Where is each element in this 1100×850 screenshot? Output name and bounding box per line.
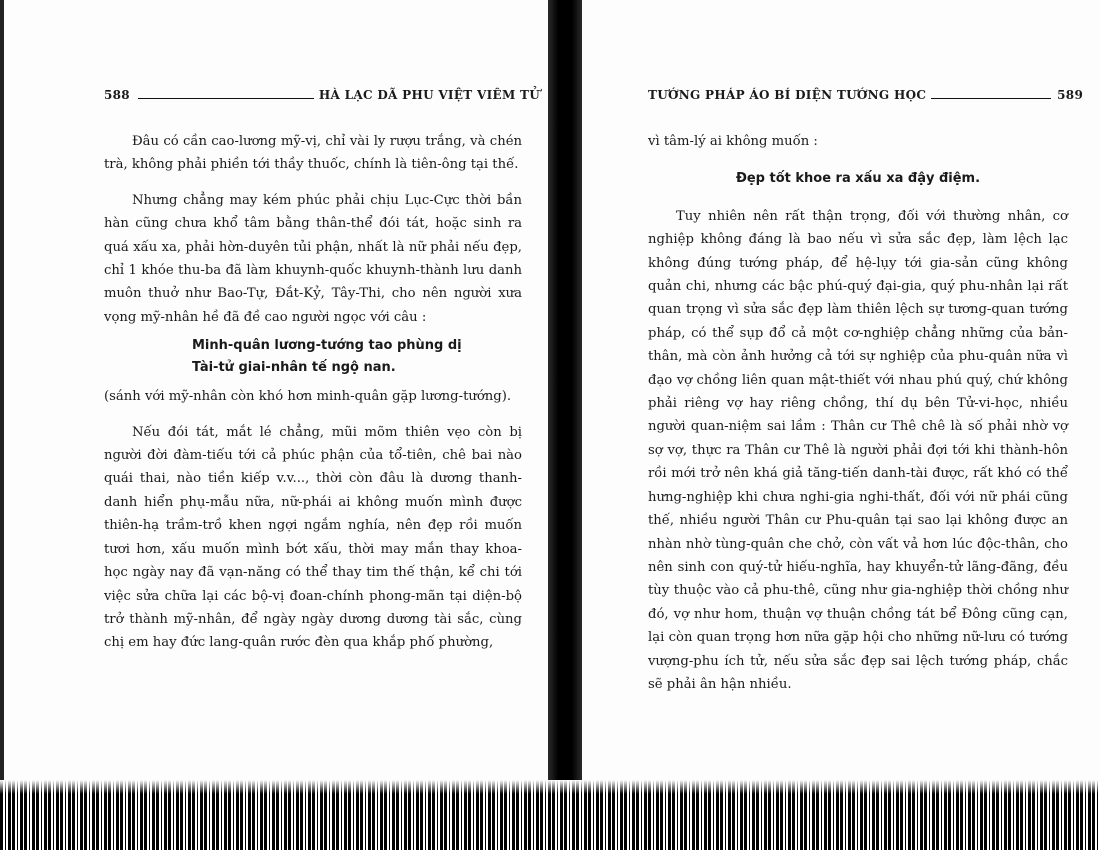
paragraph: Tuy nhiên nên rất thận trọng, đối với thường nhân, cơ nghiệp không đáng là bao nếu vì sửa sắc đẹp, làm lệch lạc không đúng tướng pháp, để hệ-lụy tới gia-sản cũng không quản chi, nhưng các bậc phú-quý đại-gia, quý phu-nhân lại rất quan trọng vì sửa sắc đẹp làm thiên lệch sự tương-quan tướng pháp, có thể sụp đổ cả một cơ-nghiệp chẳng những của bản-thân, mà còn ảnh hưởng cả tới sự nghiệp của phu-quân nữa vì đạo vợ chồng liên quan mật-thiết với nhau phú quý, chứ không phải riêng vợ hay riêng chồng, thí dụ bên Tử-vi-học, nhiều người quan-niệm sai lầm : Thân cư Thê chê là số phải nhờ vợ sợ vợ, thực ra Thân cư Thê là người phải đợi tới khi thành-hôn rồi mới trở nên khá giả tăng-tiến danh-tài được, rất khó có thể hưng-nghiệp khi chưa nghi-gia nghi-thất, đối với nữ phái cũng thế, nhiều người Thân cư Phu-quân tại sao lại không được an nhàn nhờ tùng-quân che chở, còn vất vả hơn lúc độc-thân, cho nên sinh con quý-tử hiếu-nghĩa, hay khuyển-tử lãng-đãng, đều tùy thuộc vào cả phu-thê, cũng như gia-nghiệp thời chồng như đó, vợ như hom, thuận vợ thuận chồng tát bể Đông cũng cạn, lại còn quan trọng hơn nữa gặp hội cho những nữ-lưu có tướng vượng-phu ích tử, nếu sửa sắc đẹp sai lệch tướng pháp, chắc sẽ phải ân hận nhiều. — [648, 208, 1068, 692]
header-rule — [931, 98, 1051, 99]
left-page — [0, 0, 552, 790]
verse-line: Tài-tử giai-nhân tế ngộ nan. — [192, 360, 396, 376]
paragraph: Nếu đói tát, mắt lé chẳng, mũi mõm thiên vẹo còn bị người đời đàm-tiếu tới cả phúc phận của tổ-tiên, chê bai nào quái thai, nào tiền kiếp v.v..., thời còn đâu là dương thanh-danh hiển phụ-mẫu nữa, nữ-phái ai không muốn mình được thiên-hạ trầm-trồ khen ngợi ngắm nghía, nên đẹp rồi muốn tươi hơn, xấu muốn mình bớt xấu, thời may mắn thay khoa-học ngày nay đã vạn-năng có thể thay tim thế thận, kể chi tới việc sửa chữa lại các bộ-vị đoan-chính phong-mãn tại diện-bộ trở thành mỹ-nhân, để ngày ngày dương dương tài sắc, cùng chị em hay đức lang-quân rước đèn qua khắp phố phường, — [104, 424, 522, 651]
opening-line: vì tâm-lý ai không muốn : — [648, 134, 818, 149]
running-head-left: HÀ LẠC DÃ PHU VIỆT VIÊM TỬ — [318, 88, 541, 102]
scan-bottom-edge — [0, 780, 1100, 850]
verse-line: Minh-quân lương-tướng tao phùng dị — [192, 338, 462, 354]
book-gutter — [548, 0, 582, 850]
page-number-right: 589 — [1057, 88, 1084, 102]
paragraph: Nhưng chẳng may kém phúc phải chịu Lục-Cực thời bần hàn cũng chưa khổ tâm bằng thân-thể đói tát, hoặc sinh ra quá xấu xa, phải hờn-duyên tủi phận, nhất là nữ phải nếu đẹp, chỉ 1 khóe thu-ba đã làm khuynh-quốc khuynh-thành lưu danh muôn thuở như Bao-Tự, Đắt-Kỷ, Tây-Thi, cho nên người xưa vọng mỹ-nhân hề đã đề cao người ngọc với câu : — [104, 192, 522, 325]
header-rule — [138, 98, 314, 99]
page-number-left: 588 — [104, 88, 130, 102]
right-page — [578, 0, 1100, 790]
note-paragraph: (sánh với mỹ-nhân còn khó hơn minh-quân gặp lương-tướng). — [104, 389, 512, 405]
verse-block — [192, 335, 522, 379]
left-page-header — [104, 88, 541, 102]
section-title: Đẹp tốt khoe ra xấu xa đậy điệm. — [735, 171, 981, 187]
left-page-body — [104, 130, 522, 655]
paragraph: Đâu có cần cao-lương mỹ-vị, chỉ vài ly rượu trắng, và chén trà, không phải phiền tới thầy thuốc, chính là tiên-ông tại thế. — [104, 134, 522, 173]
right-page-body — [648, 130, 1068, 696]
right-page-header — [648, 88, 1088, 102]
page-edge-shadow — [0, 0, 4, 790]
running-head-right: TƯỚNG PHÁP ÁO BÍ DIỆN TƯỚNG HỌC — [648, 88, 927, 102]
